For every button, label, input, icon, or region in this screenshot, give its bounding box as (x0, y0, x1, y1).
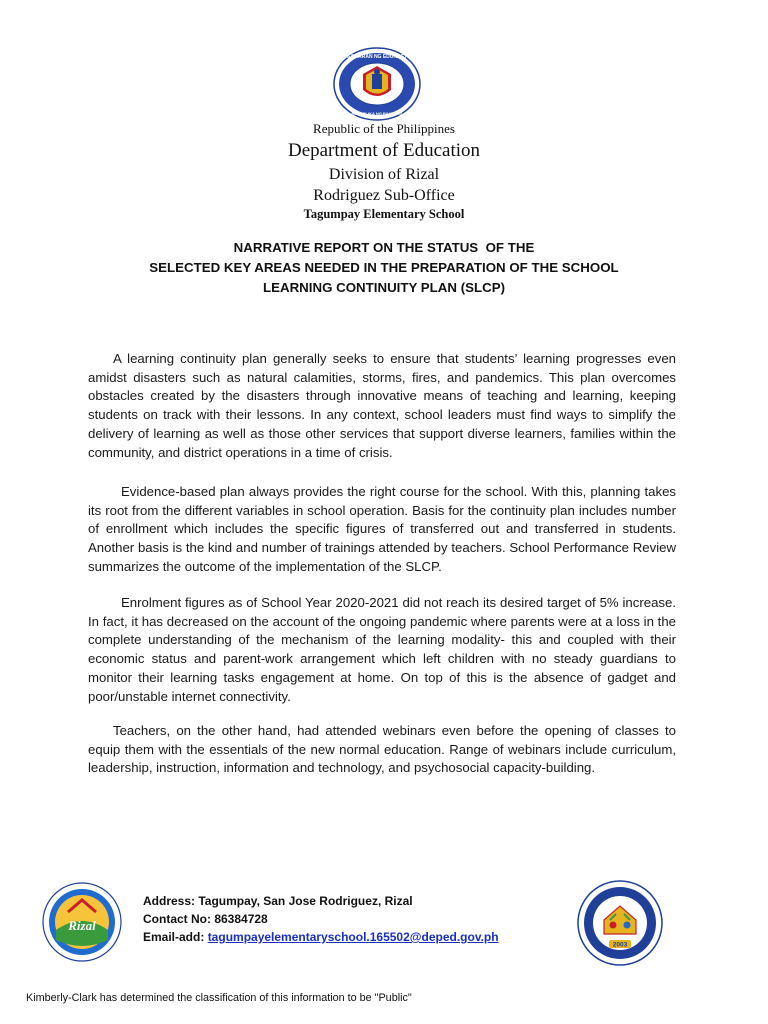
classification-notice: Kimberly-Clark has determined the classification of this information to be "Public" (26, 992, 412, 1004)
report-title-line: LEARNING CONTINUITY PLAN (SLCP) (262, 280, 506, 295)
rizal-division-logo (42, 882, 122, 962)
contact-line: Contact No: 86384728 (143, 912, 268, 926)
school-logo-year: 2003 (612, 941, 628, 949)
sub-office-line: Rodriguez Sub-Office (313, 187, 455, 204)
report-title (0, 238, 768, 298)
seal-text: KAGAWARAN NG EDUKASYON (339, 54, 415, 60)
email-label: Email-add: (143, 930, 208, 944)
deped-seal-logo (333, 47, 421, 121)
report-title-line: SELECTED KEY AREAS NEEDED IN THE PREPARATION OF THE SCHOOL (149, 260, 619, 275)
rizal-logo-text: Rizal (68, 918, 96, 933)
letterhead (0, 120, 768, 223)
footer-contact-block (143, 892, 563, 946)
republic-line: Republic of the Philippines (313, 121, 455, 136)
body-paragraph: Teachers, on the other hand, had attended webinars even before the opening of classes to equip them with the essentials of the new normal education. Range of webinars include curriculum, leadership, instruction, information and technology, and psychosocial capacity-building. (88, 723, 676, 776)
school-name: Tagumpay Elementary School (303, 207, 465, 221)
seal-subtext: REPUBLIKA NG PILIPINAS (351, 111, 403, 116)
body-paragraph: A learning continuity plan generally seeks to ensure that students’ learning progresses even amidst disasters such as natural calamities, storms, fires, and pandemics. This plan overcomes obstacles created by the disasters through innovative means of teaching and learning, keeping students on track with their lessons. In any context, school leaders must find ways to simplify the delivery of learning as well as those other services that support diverse learners, families within the community, and district operations in a time of crisis. (88, 351, 676, 460)
address-line: Address: Tagumpay, San Jose Rodriguez, Rizal (143, 894, 413, 908)
division-line: Division of Rizal (328, 166, 440, 183)
school-logo (576, 880, 664, 966)
body-paragraph: Enrolment figures as of School Year 2020-2021 did not reach its desired target of 5% increase. In fact, it has decreased on the account of the ongoing pandemic where parents were at a loss in the complete understanding of the mechanism of the learning modality- this and coupled with their economic status and parent-work arrangement which left children with no steady guardians to monitor their learning tasks engagement at home. On top of this is the absence of gadget and poor/unstable internet connectivity. (88, 595, 676, 704)
body-paragraph: Evidence-based plan always provides the right course for the school. With this, planning takes its root from the different variables in school operation. Basis for the continuity plan includes number of enrollment which includes the specific figures of transferred out and transferred in students. Another basis is the kind and number of trainings attended by teachers. School Performance Review summarizes the outcome of the implementation of the SLCP. (88, 484, 676, 574)
email-link[interactable]: tagumpayelementaryschool.165502@deped.gov.ph (207, 930, 499, 944)
email-line (143, 928, 563, 946)
report-title-line: NARRATIVE REPORT ON THE STATUS OF THE (233, 240, 535, 255)
department-line: Department of Education (287, 140, 481, 161)
